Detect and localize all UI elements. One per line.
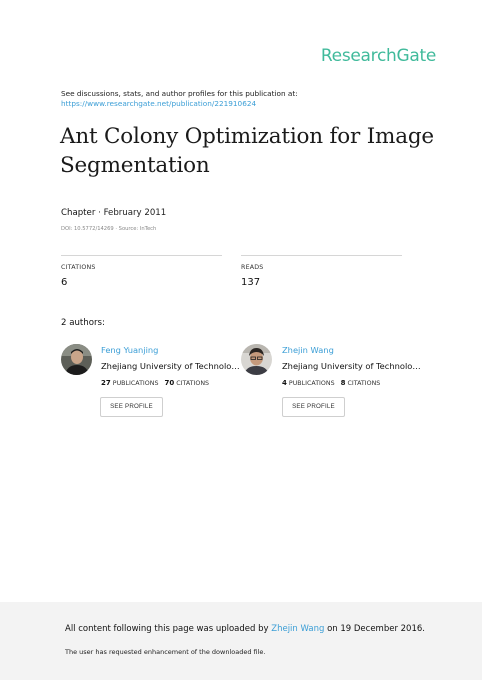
author-publications-label: PUBLICATIONS [288,380,335,387]
author-citations-label: CITATIONS [176,380,210,387]
researchgate-logo[interactable]: ResearchGate [320,46,436,66]
citations-label: CITATIONS [61,264,96,271]
author-institution: Zhejiang University of Technolo… [282,361,421,371]
upload-suffix: on 19 December 2016. [327,624,425,634]
author-avatar-zhejin-wang[interactable] [241,344,272,375]
reads-count: 137 [241,277,261,288]
author-avatar-feng-yuanjing[interactable] [61,344,92,375]
reads-divider [241,255,402,256]
author-publications-count: 27 [101,379,111,387]
author-institution: Zhejiang University of Technolo… [101,361,240,371]
publication-title: Ant Colony Optimization for Image Segmentation [60,124,434,178]
publication-date: February 2011 [103,208,167,218]
author-citations-count: 70 [164,379,175,387]
discussions-text: See discussions, stats, and author profiles for this publication at: [61,89,298,98]
author-name-link[interactable]: Feng Yuanjing [101,345,159,355]
author-citations-count: 8 [340,379,346,387]
author-stats [101,379,209,387]
enhancement-note: The user has requested enhancement of the downloaded file. [65,648,266,656]
author-citations-label: CITATIONS [347,380,381,387]
publication-type: Chapter [61,208,96,218]
citations-count: 6 [61,277,68,288]
author-publications-count: 4 [282,379,287,387]
see-profile-button[interactable]: SEE PROFILE [282,397,345,417]
author-name-link[interactable]: Zhejin Wang [282,345,334,355]
author-stats [282,379,380,387]
upload-notice [65,624,425,634]
authors-heading: 2 authors: [61,318,105,328]
author-publications-label: PUBLICATIONS [112,380,159,387]
citations-divider [61,255,222,256]
upload-footer [0,602,482,680]
uploader-link[interactable]: Zhejin Wang [271,624,325,634]
upload-prefix: All content following this page was uploaded by [65,624,269,634]
publication-url-link[interactable]: https://www.researchgate.net/publication/221910624 [61,98,257,108]
discussions-notice [61,89,298,108]
meta-separator: · [95,208,104,218]
doi-source: DOI: 10.5772/14269 · Source: InTech [61,226,157,232]
see-profile-button[interactable]: SEE PROFILE [100,397,163,417]
publication-meta [61,208,166,218]
reads-label: READS [241,264,264,271]
